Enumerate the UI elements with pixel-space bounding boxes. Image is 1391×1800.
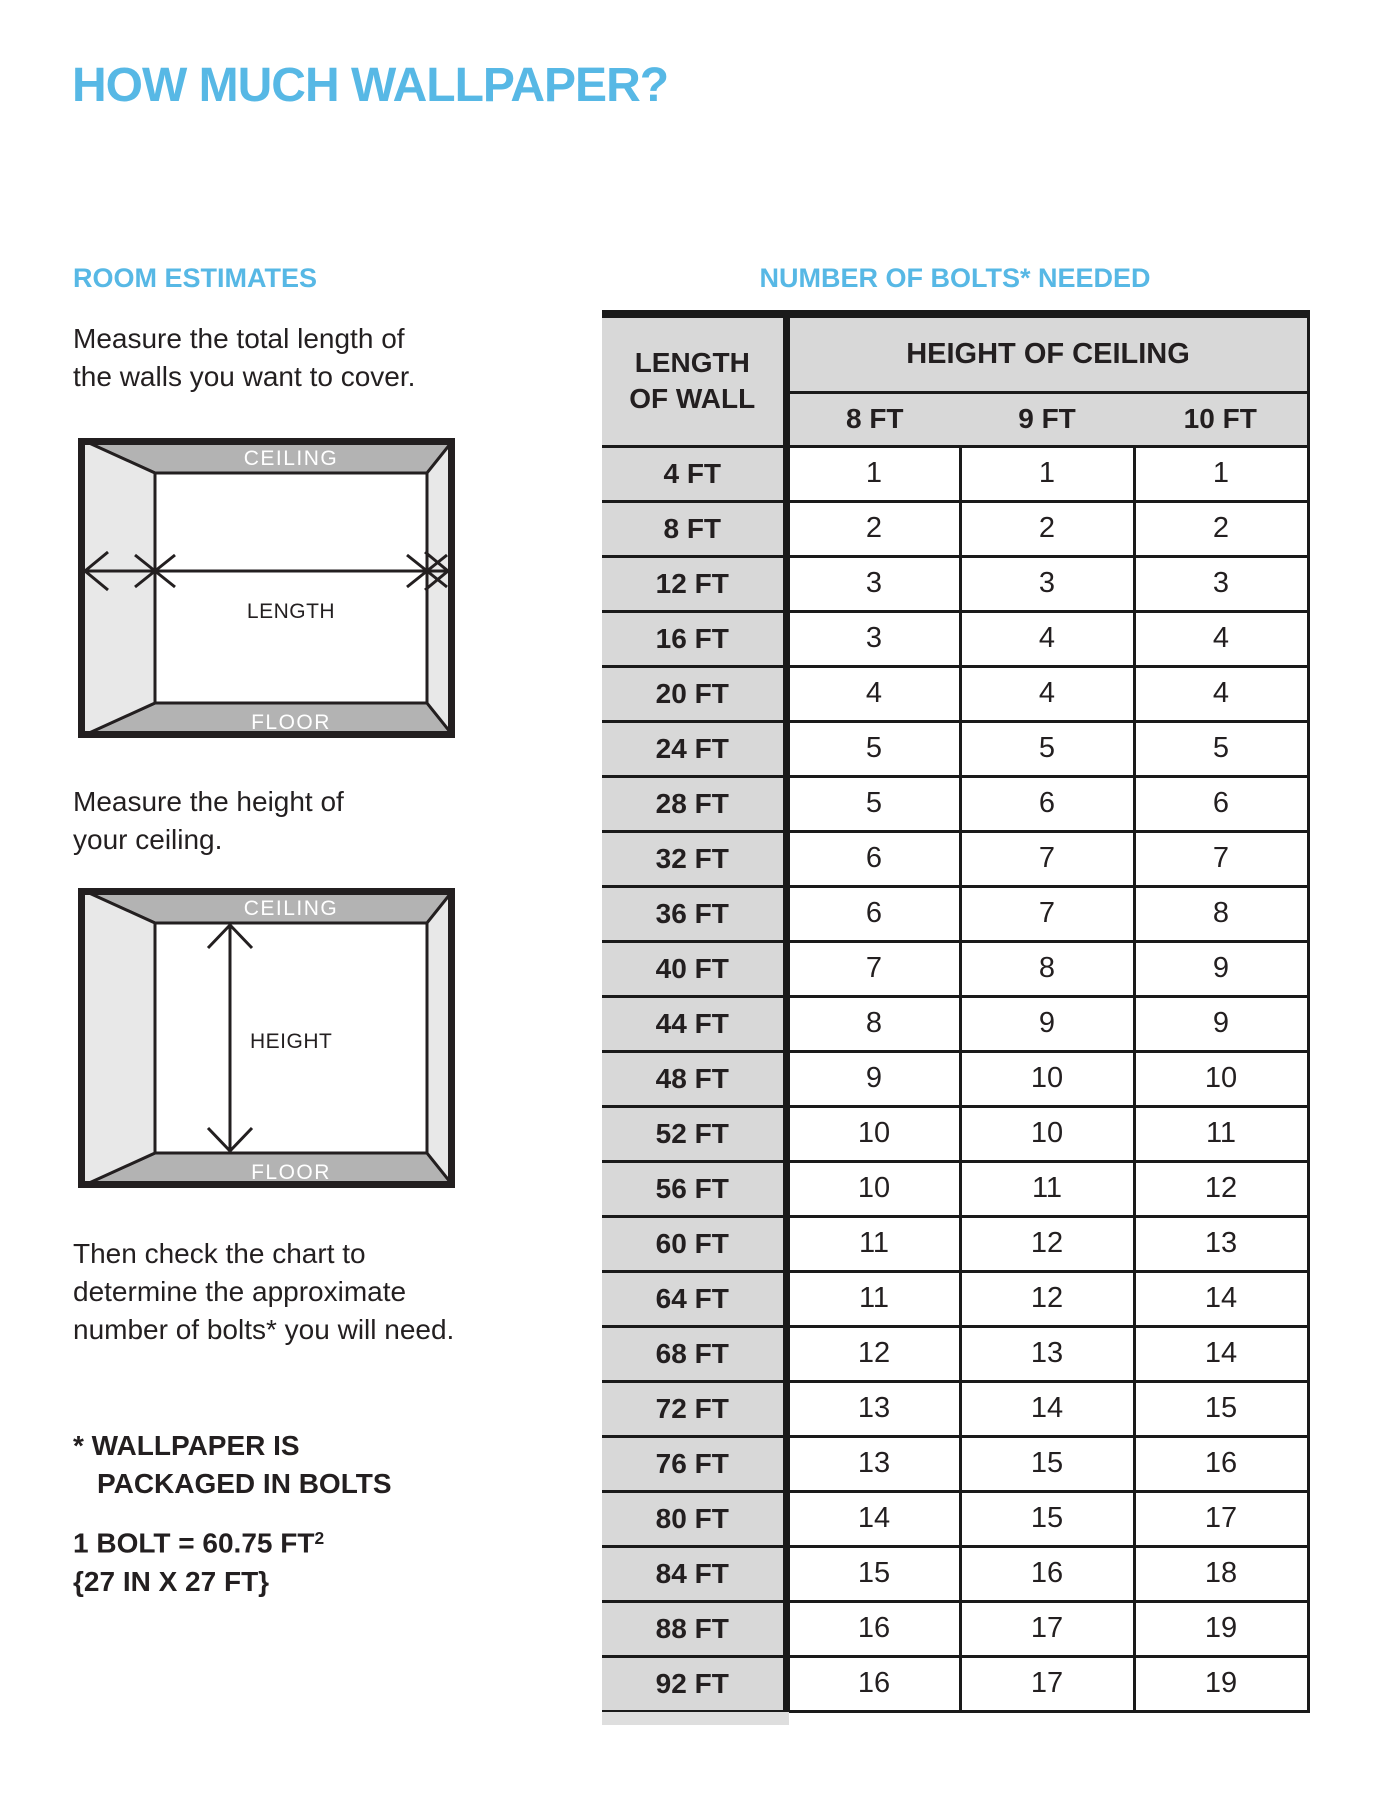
row-value-8ft: 3: [786, 556, 960, 611]
length-of-wall-header-line2: OF WALL: [629, 383, 756, 415]
floor-label: FLOOR: [251, 711, 331, 734]
table-row: [602, 1161, 1308, 1216]
step1-line2: the walls you want to cover.: [73, 361, 416, 392]
row-value-10ft: 1: [1134, 446, 1308, 501]
row-label: 28 FT: [602, 776, 786, 831]
row-value-10ft: 2: [1134, 501, 1308, 556]
row-value-8ft: 3: [786, 611, 960, 666]
bolt-dimensions: {27 IN X 27 FT}: [73, 1565, 270, 1597]
row-value-10ft: 19: [1134, 1656, 1308, 1711]
row-label: 32 FT: [602, 831, 786, 886]
table-row: [602, 776, 1308, 831]
row-label: 8 FT: [602, 501, 786, 556]
table-row: [602, 1051, 1308, 1106]
table-row: [602, 1601, 1308, 1656]
row-label: 72 FT: [602, 1381, 786, 1436]
row-value-10ft: 9: [1134, 941, 1308, 996]
row-value-9ft: 5: [960, 721, 1134, 776]
table-row: [602, 1491, 1308, 1546]
step3-line1: Then check the chart to: [73, 1238, 366, 1269]
bolt-formula-text: 1 BOLT = 60.75 FT: [73, 1527, 315, 1559]
table-row: [602, 1656, 1308, 1711]
footnote-line1: * WALLPAPER IS: [73, 1430, 300, 1461]
row-value-10ft: 3: [1134, 556, 1308, 611]
row-value-9ft: 15: [960, 1436, 1134, 1491]
bolt-formula-exponent: 2: [314, 1528, 325, 1548]
table-row: [602, 446, 1308, 501]
left-wall-face: [78, 888, 155, 1188]
step2-paragraph: [73, 783, 344, 859]
row-value-10ft: 10: [1134, 1051, 1308, 1106]
row-value-9ft: 2: [960, 501, 1134, 556]
row-value-10ft: 5: [1134, 721, 1308, 776]
step2-line2: your ceiling.: [73, 824, 223, 855]
row-value-10ft: 7: [1134, 831, 1308, 886]
row-value-9ft: 4: [960, 611, 1134, 666]
table-row: [602, 721, 1308, 776]
row-value-9ft: 9: [960, 996, 1134, 1051]
bolt-formula: [73, 1519, 324, 1563]
wallpaper-bolts-footnote: [73, 1427, 392, 1503]
row-value-9ft: 10: [960, 1051, 1134, 1106]
bolts-table: [602, 310, 1310, 1713]
row-value-8ft: 16: [786, 1656, 960, 1711]
row-value-8ft: 11: [786, 1216, 960, 1271]
row-value-9ft: 1: [960, 446, 1134, 501]
row-value-9ft: 12: [960, 1216, 1134, 1271]
row-value-8ft: 8: [786, 996, 960, 1051]
row-label: 40 FT: [602, 941, 786, 996]
row-value-8ft: 7: [786, 941, 960, 996]
bolts-table-body: [602, 446, 1308, 1711]
row-label: 24 FT: [602, 721, 786, 776]
row-value-8ft: 5: [786, 721, 960, 776]
page-title: HOW MUCH WALLPAPER?: [72, 59, 669, 112]
row-value-10ft: 9: [1134, 996, 1308, 1051]
step3-line2: determine the approximate: [73, 1276, 407, 1307]
row-value-9ft: 6: [960, 776, 1134, 831]
table-bottom-shadow: [602, 1712, 789, 1725]
row-label: 84 FT: [602, 1546, 786, 1601]
row-value-9ft: 12: [960, 1271, 1134, 1326]
row-value-9ft: 17: [960, 1601, 1134, 1656]
row-label: 36 FT: [602, 886, 786, 941]
column-header-9ft: 9 FT: [960, 392, 1134, 446]
table-row: [602, 501, 1308, 556]
row-value-10ft: 13: [1134, 1216, 1308, 1271]
row-value-9ft: 16: [960, 1546, 1134, 1601]
row-value-8ft: 6: [786, 886, 960, 941]
row-value-10ft: 18: [1134, 1546, 1308, 1601]
height-label: HEIGHT: [250, 1030, 333, 1053]
room-height-diagram: [78, 888, 455, 1188]
row-value-9ft: 15: [960, 1491, 1134, 1546]
length-of-wall-header: [602, 314, 786, 446]
row-value-10ft: 12: [1134, 1161, 1308, 1216]
row-value-10ft: 14: [1134, 1271, 1308, 1326]
table-row: [602, 1326, 1308, 1381]
left-wall-face: [78, 438, 155, 738]
row-label: 76 FT: [602, 1436, 786, 1491]
bolts-lookup-table: [602, 310, 1310, 1713]
row-value-8ft: 9: [786, 1051, 960, 1106]
row-value-8ft: 5: [786, 776, 960, 831]
length-of-wall-header-line1: LENGTH: [634, 347, 750, 379]
table-row: [602, 1546, 1308, 1601]
row-label: 68 FT: [602, 1326, 786, 1381]
row-value-8ft: 12: [786, 1326, 960, 1381]
row-label: 52 FT: [602, 1106, 786, 1161]
table-row: [602, 1271, 1308, 1326]
row-label: 48 FT: [602, 1051, 786, 1106]
footnote-line2: PACKAGED IN BOLTS: [97, 1468, 392, 1499]
row-label: 4 FT: [602, 446, 786, 501]
row-value-8ft: 6: [786, 831, 960, 886]
room-length-diagram: [78, 438, 455, 738]
row-value-9ft: 14: [960, 1381, 1134, 1436]
table-row: [602, 1216, 1308, 1271]
row-label: 80 FT: [602, 1491, 786, 1546]
row-label: 92 FT: [602, 1656, 786, 1711]
table-row: [602, 1381, 1308, 1436]
row-value-8ft: 10: [786, 1106, 960, 1161]
row-value-8ft: 16: [786, 1601, 960, 1656]
back-wall-face: [155, 473, 427, 703]
ceiling-label: CEILING: [243, 447, 339, 470]
room-estimates-heading: ROOM ESTIMATES: [73, 263, 318, 293]
height-of-ceiling-header: HEIGHT OF CEILING: [786, 314, 1308, 392]
row-value-9ft: 17: [960, 1656, 1134, 1711]
row-value-10ft: 17: [1134, 1491, 1308, 1546]
column-header-10ft: 10 FT: [1134, 392, 1308, 446]
ceiling-label: CEILING: [243, 897, 339, 920]
step1-line1: Measure the total length of: [73, 323, 405, 354]
row-value-8ft: 14: [786, 1491, 960, 1546]
column-header-8ft: 8 FT: [786, 392, 960, 446]
floor-label: FLOOR: [251, 1161, 331, 1184]
row-value-8ft: 4: [786, 666, 960, 721]
step3-paragraph: [73, 1235, 454, 1349]
row-value-10ft: 19: [1134, 1601, 1308, 1656]
step2-line1: Measure the height of: [73, 786, 344, 817]
row-label: 88 FT: [602, 1601, 786, 1656]
row-value-9ft: 11: [960, 1161, 1134, 1216]
row-value-9ft: 10: [960, 1106, 1134, 1161]
row-label: 56 FT: [602, 1161, 786, 1216]
row-label: 60 FT: [602, 1216, 786, 1271]
row-value-8ft: 1: [786, 446, 960, 501]
table-row: [602, 1106, 1308, 1161]
row-label: 20 FT: [602, 666, 786, 721]
row-value-10ft: 4: [1134, 611, 1308, 666]
row-label: 12 FT: [602, 556, 786, 611]
row-value-9ft: 7: [960, 831, 1134, 886]
bolt-size-info: [73, 1519, 324, 1601]
row-label: 44 FT: [602, 996, 786, 1051]
row-value-10ft: 14: [1134, 1326, 1308, 1381]
table-row: [602, 886, 1308, 941]
row-value-10ft: 8: [1134, 886, 1308, 941]
table-row: [602, 611, 1308, 666]
row-value-9ft: 8: [960, 941, 1134, 996]
row-value-10ft: 6: [1134, 776, 1308, 831]
row-value-9ft: 7: [960, 886, 1134, 941]
row-value-10ft: 11: [1134, 1106, 1308, 1161]
table-row: [602, 996, 1308, 1051]
length-label: LENGTH: [246, 600, 336, 623]
row-value-8ft: 15: [786, 1546, 960, 1601]
row-value-10ft: 15: [1134, 1381, 1308, 1436]
table-row: [602, 941, 1308, 996]
row-value-8ft: 13: [786, 1381, 960, 1436]
row-label: 64 FT: [602, 1271, 786, 1326]
table-row: [602, 666, 1308, 721]
row-value-10ft: 4: [1134, 666, 1308, 721]
table-row: [602, 556, 1308, 611]
row-label: 16 FT: [602, 611, 786, 666]
row-value-10ft: 16: [1134, 1436, 1308, 1491]
table-row: [602, 831, 1308, 886]
table-row: [602, 1436, 1308, 1491]
row-value-8ft: 2: [786, 501, 960, 556]
row-value-9ft: 4: [960, 666, 1134, 721]
row-value-8ft: 13: [786, 1436, 960, 1491]
row-value-8ft: 10: [786, 1161, 960, 1216]
row-value-9ft: 3: [960, 556, 1134, 611]
step1-paragraph: [73, 320, 415, 396]
row-value-8ft: 11: [786, 1271, 960, 1326]
bolts-table-heading: NUMBER OF BOLTS* NEEDED: [759, 263, 1151, 293]
step3-line3: number of bolts* you will need.: [73, 1314, 455, 1345]
row-value-9ft: 13: [960, 1326, 1134, 1381]
